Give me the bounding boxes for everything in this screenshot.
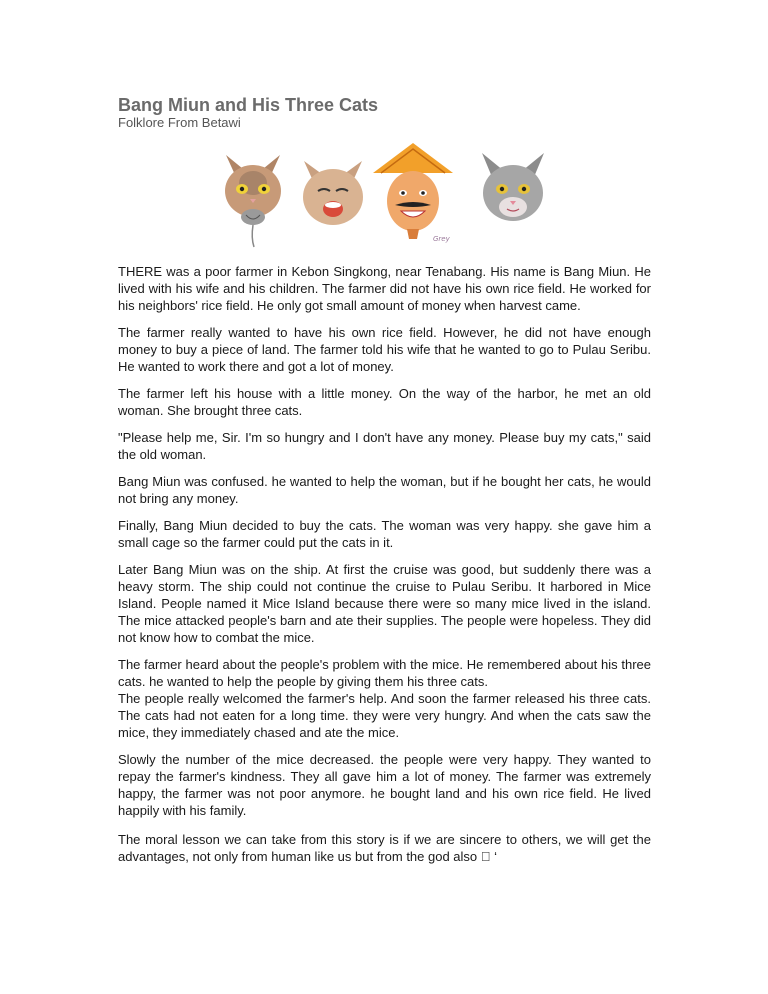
story-paragraph: The farmer really wanted to have his own rice field. However, he did not have enough money to buy a piece of land. The farmer told his wife that he wanted to go to Pulau Seribu. He wanted to work there and got a lot of money. — [118, 325, 651, 374]
page-title: Bang Miun and His Three Cats — [118, 95, 379, 115]
cat-with-mouse-icon — [225, 155, 281, 247]
document-page — [118, 95, 651, 875]
story-paragraph: "Please help me, Sir. I'm so hungry and I don't have any money. Please buy my cats," said the old woman. — [118, 430, 651, 462]
illustration — [118, 143, 651, 255]
three-cats-and-farmer-illustration-icon — [218, 143, 558, 255]
farmer-with-hat-icon — [373, 143, 453, 243]
story-paragraph: The farmer heard about the people's problem with the mice. He remembered about his three cats. he wanted to help the people by giving them his three cats. — [118, 657, 651, 689]
laughing-cat-icon — [303, 161, 363, 225]
story-paragraph: The people really welcomed the farmer's help. And soon the farmer released his three cats. The cats had not eaten for a long time. they were very hungry. And when the cats saw the mice, they immediately chased and ate the mice. — [118, 691, 651, 740]
page-subtitle: Folklore From Betawi — [118, 115, 241, 130]
story-paragraph: Finally, Bang Miun decided to buy the cats. The woman was very happy. she gave him a small cage so the farmer could put the cats in it. — [118, 518, 651, 550]
story-paragraph: Slowly the number of the mice decreased. the people were very happy. They wanted to repay the farmer's kindness. They all gave him a lot of money. The farmer was extremely happy, the farmer was not poor anymore. he bought land and his own rice field. He lived happily with his family. — [118, 752, 651, 818]
story-paragraph: Later Bang Miun was on the ship. At first the cruise was good, but suddenly there was a heavy storm. The ship could not continue the cruise to Pulau Seribu. It harbored in Mice Island. People named it Mice Island because there were so many mice lived in the island. The mice attacked people's barn and ate their supplies. The people were hopeless. They did not know how to combat the mice. — [118, 562, 651, 645]
moral-paragraph: The moral lesson we can take from this story is if we are sincere to others, we will get the advantages, not only from human like us but from the god also ‘ — [118, 832, 651, 864]
story-paragraph: THERE was a poor farmer in Kebon Singkong, near Tenabang. His name is Bang Miun. He lived with his wife and his children. The farmer did not have his own rice field. He worked for his neighbors' rice field. He only got small amount of money when harvest came. — [118, 264, 651, 313]
story-paragraph: Bang Miun was confused. he wanted to help the woman, but if he bought her cats, he would not bring any money. — [118, 474, 651, 506]
story-paragraph: The farmer left his house with a little money. On the way of the harbor, he met an old woman. She brought three cats. — [118, 386, 651, 418]
artist-signature: Grey — [433, 235, 450, 243]
grey-cat-icon — [482, 153, 544, 221]
